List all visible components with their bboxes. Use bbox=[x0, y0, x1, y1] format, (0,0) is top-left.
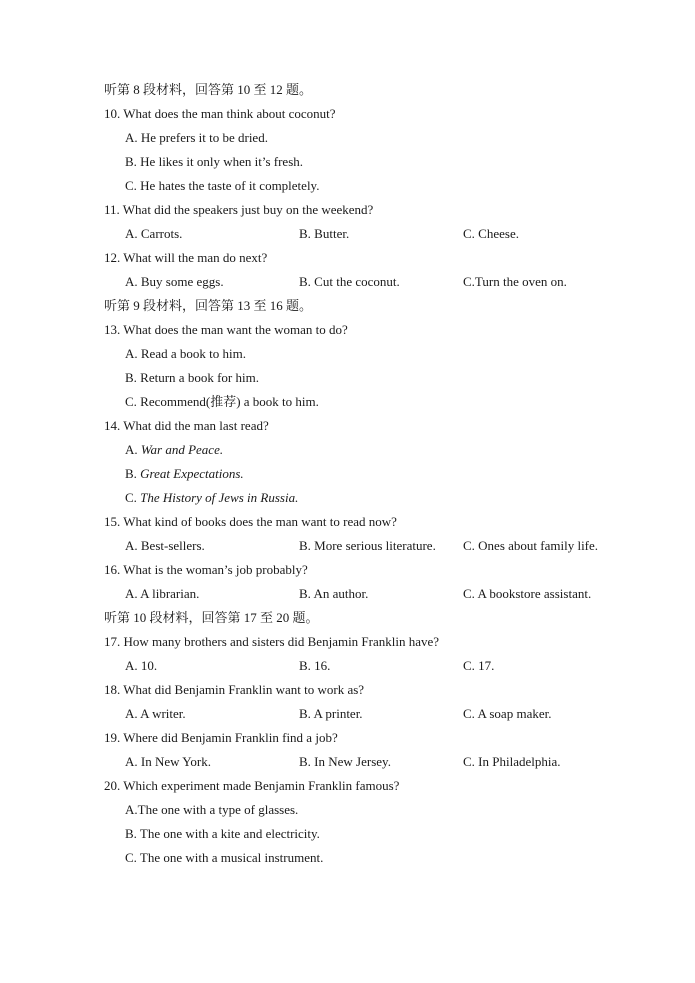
question-12-option-a: A. Buy some eggs. bbox=[125, 274, 224, 289]
book-title: War and Peace. bbox=[140, 442, 224, 457]
question-15-option-b: B. More serious literature. bbox=[299, 538, 436, 553]
question-19-option-c: C. In Philadelphia. bbox=[463, 754, 561, 769]
question-20-stem: 20. Which experiment made Benjamin Franklin famous? bbox=[104, 778, 400, 793]
question-16-options bbox=[0, 582, 695, 606]
question-20-option-a: A.The one with a type of glasses. bbox=[125, 802, 299, 817]
option-letter: B. bbox=[125, 466, 141, 481]
question-16-option-b: B. An author. bbox=[299, 586, 369, 601]
question-16-option-a: A. A librarian. bbox=[125, 586, 200, 601]
question-19-option-b: B. In New Jersey. bbox=[299, 754, 391, 769]
question-13-option-a: A. Read a book to him. bbox=[125, 346, 246, 361]
question-15-option-c: C. Ones about family life. bbox=[463, 538, 599, 553]
question-14-stem: 14. What did the man last read? bbox=[104, 418, 269, 433]
question-17-option-c: C. 17. bbox=[463, 658, 495, 673]
section-heading-10: 听第 10 段材料，回答第 17 至 20 题。 bbox=[104, 610, 319, 625]
question-10-stem: 10. What does the man think about coconut? bbox=[104, 106, 336, 121]
option-letter: A. bbox=[125, 442, 141, 457]
question-18-options bbox=[0, 702, 695, 726]
question-17-stem: 17. How many brothers and sisters did Benjamin Franklin have? bbox=[104, 634, 440, 649]
book-title: The History of Jews in Russia. bbox=[140, 490, 299, 505]
book-title: Great Expectations. bbox=[140, 466, 244, 481]
section-heading-9: 听第 9 段材料，回答第 13 至 16 题。 bbox=[104, 298, 313, 313]
question-11-stem: 11. What did the speakers just buy on the weekend? bbox=[104, 202, 374, 217]
question-11-option-c: C. Cheese. bbox=[463, 226, 519, 241]
question-20-option-c: C. The one with a musical instrument. bbox=[125, 850, 324, 865]
question-13-stem: 13. What does the man want the woman to do? bbox=[104, 322, 348, 337]
question-14-option-b bbox=[125, 462, 244, 486]
question-15-option-a: A. Best-sellers. bbox=[125, 538, 205, 553]
question-13-option-b: B. Return a book for him. bbox=[125, 370, 259, 385]
question-11-options bbox=[0, 222, 695, 246]
question-19-stem: 19. Where did Benjamin Franklin find a job? bbox=[104, 730, 338, 745]
question-15-options bbox=[0, 534, 695, 558]
question-10-option-b: B. He likes it only when it’s fresh. bbox=[125, 154, 304, 169]
question-11-option-a: A. Carrots. bbox=[125, 226, 183, 241]
question-11-option-b: B. Butter. bbox=[299, 226, 350, 241]
question-14-option-a bbox=[125, 438, 223, 462]
question-18-option-b: B. A printer. bbox=[299, 706, 363, 721]
question-16-stem: 16. What is the woman’s job probably? bbox=[104, 562, 308, 577]
question-12-option-c: C.Turn the oven on. bbox=[463, 274, 567, 289]
question-18-stem: 18. What did Benjamin Franklin want to work as? bbox=[104, 682, 365, 697]
question-14-option-c bbox=[125, 486, 298, 510]
question-12-stem: 12. What will the man do next? bbox=[104, 250, 268, 265]
question-13-option-c: C. Recommend(推荐) a book to him. bbox=[125, 394, 319, 409]
question-10-option-c: C. He hates the taste of it completely. bbox=[125, 178, 320, 193]
question-18-option-c: C. A soap maker. bbox=[463, 706, 552, 721]
question-17-options bbox=[0, 654, 695, 678]
question-16-option-c: C. A bookstore assistant. bbox=[463, 586, 592, 601]
question-19-option-a: A. In New York. bbox=[125, 754, 211, 769]
question-15-stem: 15. What kind of books does the man want to read now? bbox=[104, 514, 397, 529]
question-18-option-a: A. A writer. bbox=[125, 706, 186, 721]
question-20-option-b: B. The one with a kite and electricity. bbox=[125, 826, 320, 841]
option-letter: C. bbox=[125, 490, 141, 505]
question-19-options bbox=[0, 750, 695, 774]
question-17-option-a: A. 10. bbox=[125, 658, 158, 673]
question-12-options bbox=[0, 270, 695, 294]
question-17-option-b: B. 16. bbox=[299, 658, 331, 673]
section-heading-8: 听第 8 段材料，回答第 10 至 12 题。 bbox=[104, 82, 313, 97]
question-10-option-a: A. He prefers it to be dried. bbox=[125, 130, 268, 145]
question-12-option-b: B. Cut the coconut. bbox=[299, 274, 400, 289]
